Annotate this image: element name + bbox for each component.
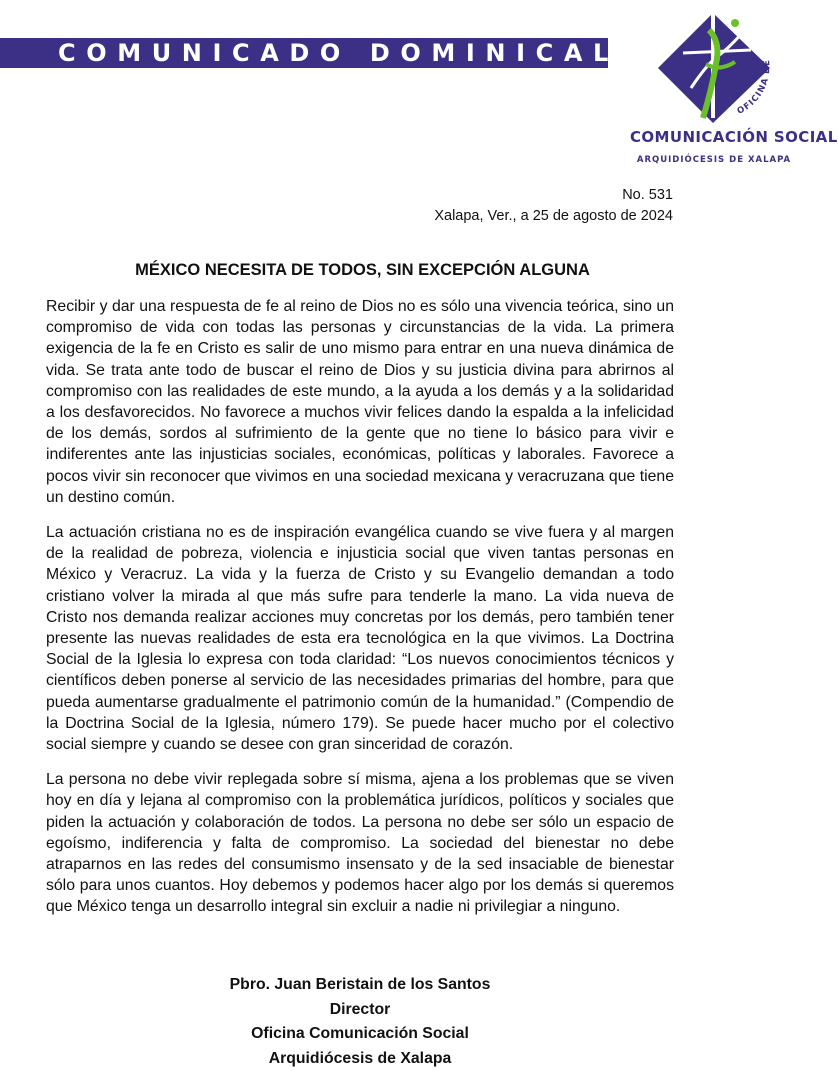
document-number: No. 531 [434,185,673,206]
document-meta [434,185,673,227]
header-banner [0,38,608,68]
body-paragraph: La persona no debe vivir replegada sobre sí misma, ajena a los problemas que se viven hoy en día y lejana al compromiso con la problemática jurídicos, políticos y sociales que piden la actuación y colaboración de todos. La persona no debe ser sólo un espacio de egoísmo, indiferencia y falta de compromiso. La sociedad del bienestar no debe atraparnos en las redes del consumismo insensato y de la sed insaciable de bienestar sólo para unos cuantos. Hoy debemos y podemos hacer algo por los demás si queremos que México tenga un desarrollo integral sin excluir a nadie ni privilegiar a ninguno. [46,769,674,917]
signatory-name: Pbro. Juan Beristain de los Santos [0,973,720,998]
signatory-organization: Arquidiócesis de Xalapa [0,1047,720,1071]
signatory-office: Oficina Comunicación Social [0,1022,720,1047]
logo-name: COMUNICACIÓN SOCIAL [630,128,798,146]
logo-subtitle: ARQUIDIÓCESIS DE XALAPA [630,155,798,165]
document-title: MÉXICO NECESITA DE TODOS, SIN EXCEPCIÓN ALGUNA [0,261,725,280]
body-paragraph: Recibir y dar una respuesta de fe al reino de Dios no es sólo una vivencia teórica, sino un compromiso de vida con todas las personas y circunstancias de la vida. La primera exigencia de la fe en Cristo es salir de uno mismo para entrar en una nueva dinámica de vida. Se trata ante todo de buscar el reino de Dios y su justicia divina para abrirnos al compromiso con las realidades de este mundo, a la ayuda a los demás y a la solidaridad a los desfavorecidos. No favorece a muchos vivir felices dando la espalda a la infelicidad de los demás, sordos al sufrimiento de la gente que no tiene lo básico para vivir e indiferentes ante las injusticias sociales, económicas, políticas y laborales. Favorece a pocos vivir sin reconocer que vivimos en una sociedad mexicana y veracruzana que tiene un destino común. [46,296,674,508]
cross-and-figure-emblem-icon [655,6,775,124]
place-date: Xalapa, Ver., a 25 de agosto de 2024 [434,206,673,227]
banner-title: COMUNICADO DOMINICAL [58,38,619,68]
body-paragraph: La actuación cristiana no es de inspiración evangélica cuando se vive fuera y al margen de la realidad de pobreza, violencia e injusticia social que viven tantas personas en México y Veracruz. La vida y la fuerza de Cristo y su Evangelio demandan a todo cristiano volver la mirada al que más sufre para tenderle la mano. La vida nueva de Cristo nos demanda realizar acciones muy concretas por los demás, pero también tener presente las nuevas realidades de esta era tecnológica en la que vivimos. La Doctrina Social de la Iglesia lo expresa con toda claridad: “Los nuevos conocimientos técnicos y científicos deben ponerse al servicio de las necesidades primarias del hombre, para que pueda aumentarse gradualmente el patrimonio común de la humanidad.” (Compendio de la Doctrina Social de la Iglesia, número 179). Se puede hacer mucho por el colectivo social siempre y cuando se desee con gran sinceridad de corazón. [46,522,674,755]
logo-arc-text: OFICINA DE [736,58,773,116]
signatory-position: Director [0,998,720,1023]
signature-block [0,973,720,1071]
document-body [46,296,674,932]
